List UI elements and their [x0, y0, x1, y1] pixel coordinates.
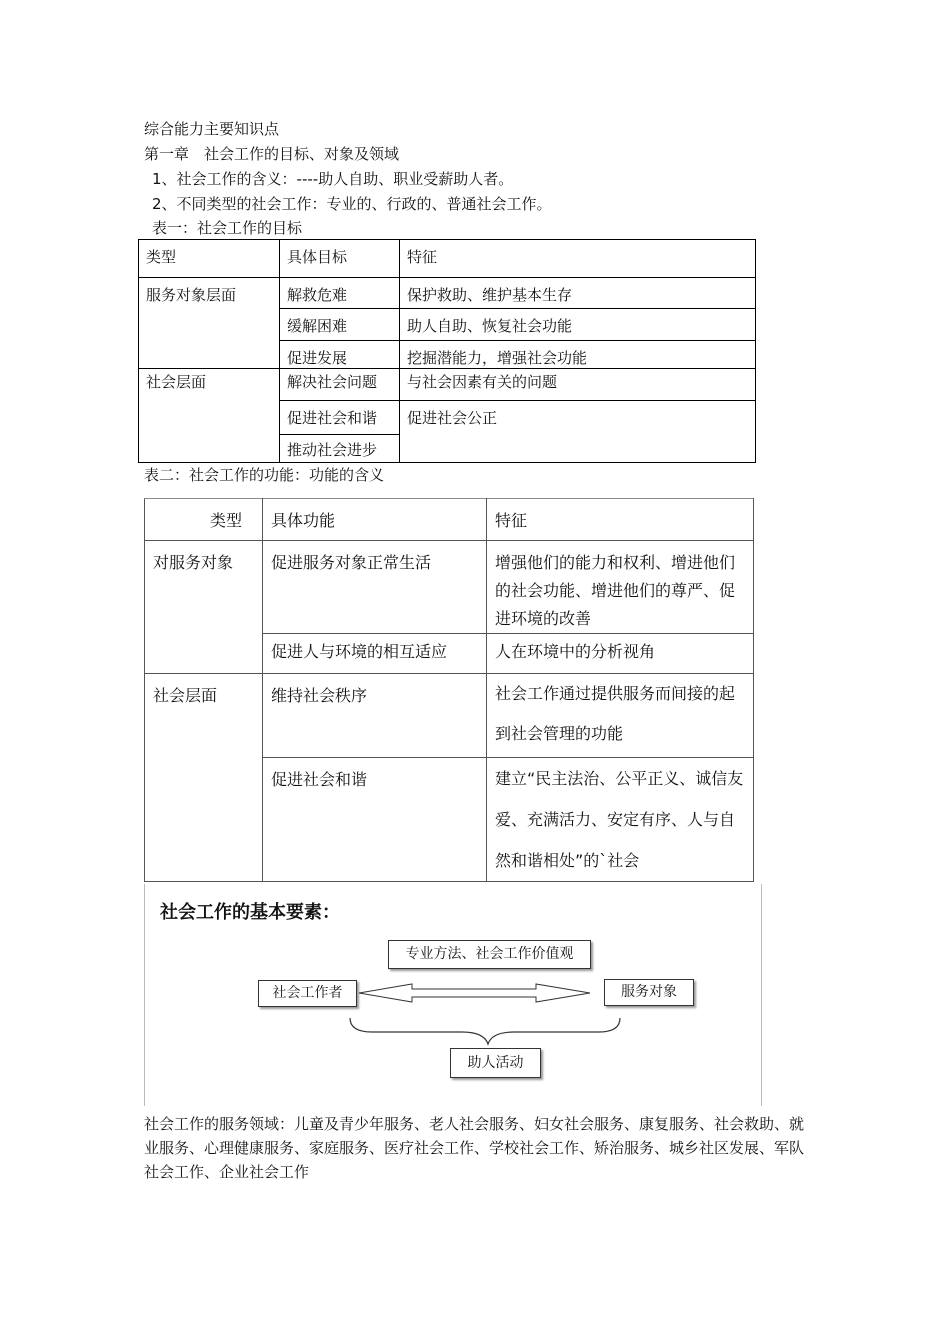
function-cell: 维持社会秩序	[263, 674, 487, 758]
group-cell: 社会层面	[139, 369, 280, 463]
basic-elements-diagram	[144, 884, 762, 1106]
table-header-row	[145, 499, 754, 541]
goal-cell: 解决社会问题	[280, 369, 400, 401]
service-fields-paragraph: 社会工作的服务领域：儿童及青少年服务、老人社会服务、妇女社会服务、康复服务、社会救助、就业服务、心理健康服务、家庭服务、医疗社会工作、学校社会工作、矫治服务、城乡社区发展、军队社会工作、企业社会工作	[144, 1115, 805, 1181]
table-header-row	[139, 240, 756, 278]
table1-caption: 表一：社会工作的目标	[152, 219, 303, 237]
header-goal: 具体目标	[280, 240, 400, 278]
chapter-title: 第一章 社会工作的目标、对象及领域	[144, 145, 400, 163]
group-cell: 服务对象层面	[139, 278, 280, 369]
goal-cell: 缓解困难	[280, 309, 400, 341]
helping-activity-box: 助人活动	[450, 1048, 541, 1078]
feature-cell: 助人自助、恢复社会功能	[400, 309, 756, 341]
goal-cell: 解救危难	[280, 278, 400, 309]
point-1: 1、社会工作的含义：----助人自助、职业受薪助人者。	[152, 170, 514, 188]
function-cell: 促进服务对象正常生活	[263, 541, 487, 634]
social-worker-box: 社会工作者	[258, 980, 357, 1007]
doc-heading: 综合能力主要知识点	[144, 120, 280, 138]
table-row	[139, 369, 756, 401]
table-row	[145, 541, 754, 634]
goals-table	[138, 239, 756, 463]
table-row	[139, 278, 756, 309]
header-feature: 特征	[487, 499, 754, 541]
goal-cell: 推动社会进步	[280, 435, 400, 463]
goal-cell: 促进社会和谐	[280, 401, 400, 435]
arrow-brace-graphic	[144, 884, 762, 1106]
feature-cell: 建立“民主法治、公平正义、诚信友爱、充满活力、安定有序、人与自然和谐相处”的`社会	[487, 758, 754, 882]
methods-values-box: 专业方法、社会工作价值观	[388, 940, 591, 969]
goal-cell: 促进发展	[280, 341, 400, 369]
table2-caption: 表二：社会工作的功能：功能的含义	[144, 466, 385, 484]
header-function: 具体功能	[263, 499, 487, 541]
group-cell: 社会层面	[145, 674, 263, 882]
point-2: 2、不同类型的社会工作：专业的、行政的、普通社会工作。	[152, 195, 552, 213]
function-cell: 促进社会和谐	[263, 758, 487, 882]
group-cell: 对服务对象	[145, 541, 263, 674]
service-target-box: 服务对象	[604, 979, 694, 1006]
table-row	[145, 674, 754, 758]
diagram-title: 社会工作的基本要素：	[160, 902, 340, 923]
feature-cell: 与社会因素有关的问题	[400, 369, 756, 401]
feature-cell: 促进社会公正	[400, 401, 756, 463]
functions-table	[144, 498, 754, 882]
feature-cell: 社会工作通过提供服务而间接的起到社会管理的功能	[487, 674, 754, 758]
header-feature: 特征	[400, 240, 756, 278]
header-type: 类型	[139, 240, 280, 278]
feature-cell: 挖掘潜能力，增强社会功能	[400, 341, 756, 369]
header-type: 类型	[145, 499, 263, 541]
feature-cell: 保护救助、维护基本生存	[400, 278, 756, 309]
function-cell: 促进人与环境的相互适应	[263, 634, 487, 674]
feature-cell: 增强他们的能力和权利、增进他们的社会功能、增进他们的尊严、促进环境的改善	[487, 541, 754, 634]
feature-cell: 人在环境中的分析视角	[487, 634, 754, 674]
